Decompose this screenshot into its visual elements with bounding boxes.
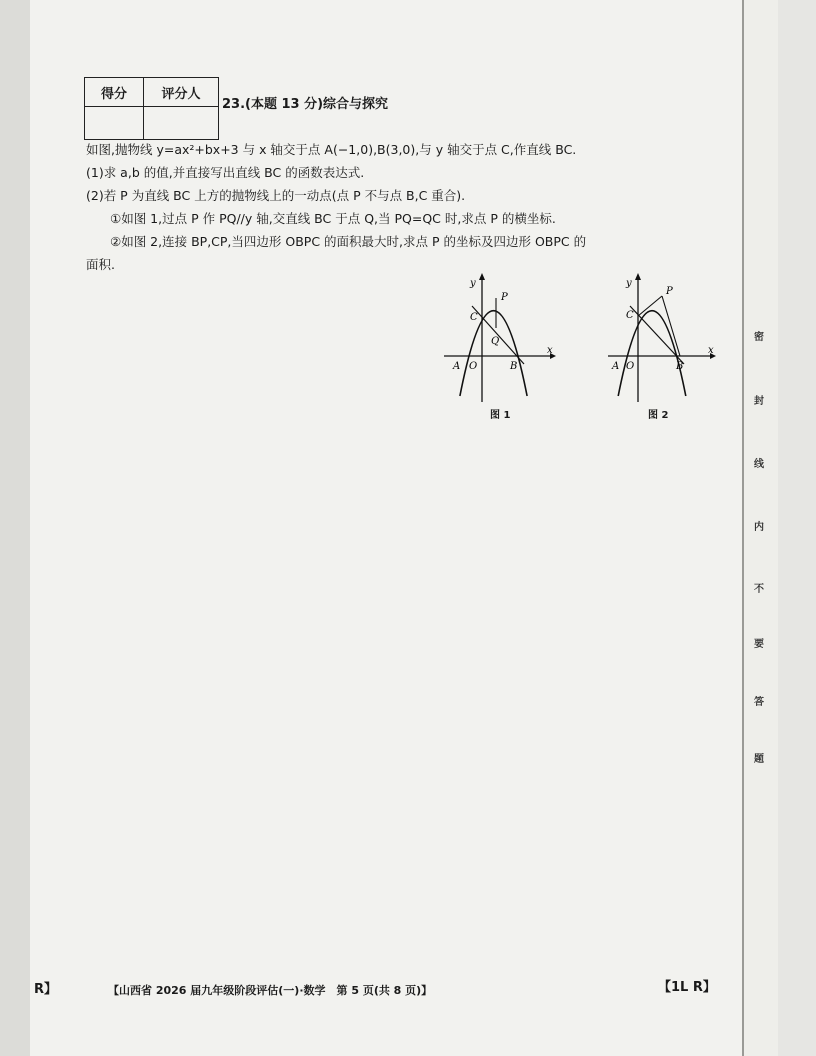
question-body: [86, 138, 726, 276]
footer-left-mark: R】: [34, 982, 58, 997]
line-bc: [472, 306, 524, 364]
label-y: y: [626, 278, 632, 289]
strip-char: 密: [754, 332, 764, 343]
parabola: [460, 311, 527, 396]
figure-2: [604, 270, 724, 421]
score-header: 得分: [85, 78, 144, 107]
label-x: x: [547, 345, 553, 356]
label-a: A: [453, 361, 461, 372]
binding-strip: [742, 0, 781, 1056]
strip-char: 答: [754, 697, 764, 708]
label-o: O: [626, 361, 635, 372]
figure-1-caption: 图 1: [490, 410, 511, 421]
question-title: 23.(本题 13 分)综合与探究: [222, 97, 389, 112]
label-o: O: [469, 361, 478, 372]
y-axis-arrow: [479, 273, 485, 280]
y-axis-arrow: [635, 273, 641, 280]
score-table: [84, 77, 219, 140]
score-cell: [85, 107, 144, 140]
label-y: y: [470, 278, 476, 289]
segment-bp: [662, 296, 680, 356]
label-c: C: [470, 312, 478, 323]
background-edge: [778, 0, 816, 1056]
part-2-sub-2-cont: 面积.: [86, 257, 115, 272]
label-c: C: [626, 310, 634, 321]
parabola: [618, 311, 686, 396]
footer-right-mark: 【1L R】: [658, 980, 716, 995]
page-footer: 【山西省 2026 届九年级阶段评估(一)·数学 第 5 页(共 8 页)】: [108, 984, 433, 997]
grader-cell: [144, 107, 219, 140]
label-p: P: [666, 286, 673, 297]
part-2-sub-1: ①如图 1,过点 P 作 PQ//y 轴,交直线 BC 于点 Q,当 PQ=QC 时,求点 P 的横坐标.: [110, 211, 556, 226]
strip-char: 要: [754, 639, 764, 650]
figure-2-graph: [604, 270, 724, 410]
problem-statement: 如图,抛物线 y=ax²+bx+3 与 x 轴交于点 A(−1,0),B(3,0),与 y 轴交于点 C,作直线 BC.: [86, 142, 577, 157]
label-a: A: [612, 361, 620, 372]
grader-header: 评分人: [144, 78, 219, 107]
figure-1-graph: [440, 270, 560, 410]
strip-char: 线: [754, 459, 764, 470]
label-b: B: [676, 361, 684, 372]
figure-1: [440, 270, 560, 421]
part-1: (1)求 a,b 的值,并直接写出直线 BC 的函数表达式.: [86, 165, 365, 180]
part-2-sub-2: ②如图 2,连接 BP,CP,当四边形 OBPC 的面积最大时,求点 P 的坐标及四边形 OBPC 的: [110, 234, 587, 249]
strip-char: 不: [754, 584, 764, 595]
part-2: (2)若 P 为直线 BC 上方的抛物线上的一动点(点 P 不与点 B,C 重合).: [86, 188, 466, 203]
label-b: B: [510, 361, 518, 372]
figure-2-caption: 图 2: [648, 410, 669, 421]
strip-char: 内: [754, 522, 764, 533]
label-p: P: [501, 292, 508, 303]
strip-char: 题: [754, 754, 764, 765]
label-x: x: [708, 345, 714, 356]
strip-char: 封: [754, 396, 764, 407]
label-q: Q: [491, 336, 500, 347]
